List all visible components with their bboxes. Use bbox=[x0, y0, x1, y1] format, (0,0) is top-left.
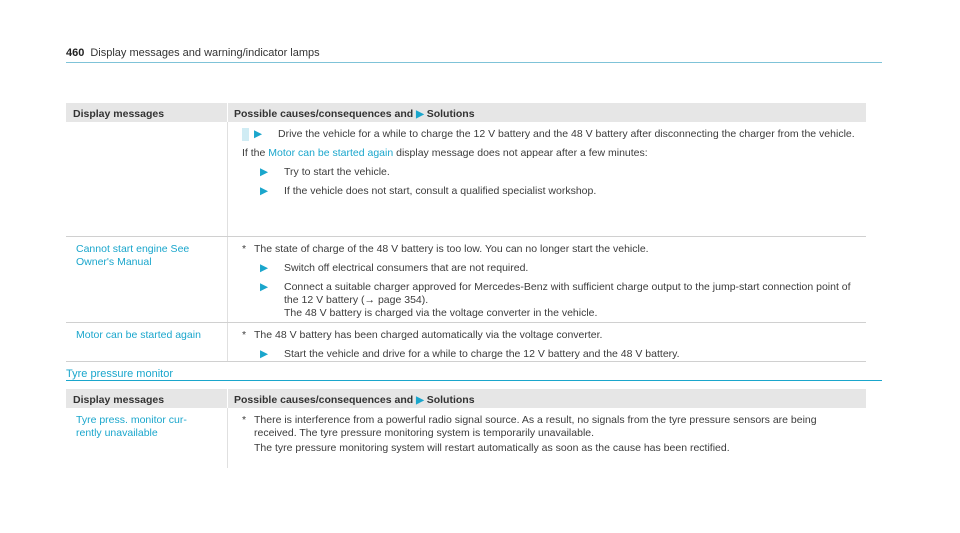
message-cell-empty bbox=[66, 122, 228, 236]
solution-step: ▶ Start the vehicle and drive for a while to charge the 12 V battery and the 48 V battery. bbox=[260, 348, 680, 360]
page-number: 460 bbox=[66, 47, 85, 59]
section-rule bbox=[66, 380, 882, 381]
table-header bbox=[66, 103, 866, 122]
solution-step: ▶ Drive the vehicle for a while to charge the 12 V battery and the 48 V battery after disconnecting the charger from the vehicle. bbox=[242, 128, 856, 141]
message-cannot-start: Cannot start engine See Owner's Manual bbox=[66, 237, 228, 322]
condition-text: If the Motor can be started again display message does not appear after a few minutes: bbox=[242, 147, 648, 159]
message-tyre-press-unavailable: Tyre press. monitor cur- rently unavailable bbox=[66, 408, 228, 468]
display-messages-table bbox=[66, 103, 866, 362]
col-display-messages: Display messages bbox=[66, 389, 228, 408]
page-header-title: Display messages and warning/indicator lamps bbox=[90, 47, 320, 59]
step-arrow-icon: ▶ bbox=[260, 348, 269, 360]
solution-step: ▶ Connect a suitable charger approved for Mercedes-Benz with sufficient charge output to the jump-start connection point of the 12 V battery (→ page 354). The 48 V battery is charged via the voltage converter in the vehicle. bbox=[260, 281, 851, 319]
solution-step: ▶ Try to start the vehicle. bbox=[260, 166, 390, 178]
step-arrow-icon: ▶ bbox=[260, 185, 269, 197]
table-row bbox=[66, 122, 866, 237]
step-arrow-icon: ▶ bbox=[260, 166, 269, 178]
table-header bbox=[66, 389, 866, 408]
step-arrow-icon: ▶ bbox=[260, 281, 269, 293]
col-causes-solutions: Possible causes/consequences and ▶ Solutions bbox=[234, 394, 475, 406]
message-motor-can-start: Motor can be started again bbox=[66, 323, 228, 361]
solution-step: ▶ If the vehicle does not start, consult a qualified specialist workshop. bbox=[260, 185, 597, 197]
tyre-pressure-table bbox=[66, 389, 866, 468]
continuation-bar bbox=[242, 128, 249, 141]
message-link: Motor can be started again bbox=[268, 147, 394, 159]
solutions-arrow-icon: ▶ bbox=[416, 109, 424, 120]
table-row bbox=[66, 408, 866, 468]
table-row bbox=[66, 323, 866, 362]
page-header bbox=[66, 47, 320, 59]
solutions-arrow-icon: ▶ bbox=[416, 395, 424, 406]
col-causes-solutions: Possible causes/consequences and ▶ Solutions bbox=[234, 108, 475, 120]
restart-text: The tyre pressure monitoring system will restart automatically as soon as the cause has been rectified. bbox=[254, 442, 730, 454]
col-display-messages: Display messages bbox=[66, 103, 228, 122]
cause-note: * There is interference from a powerful radio signal source. As a result, no signals from the tyre pressure sensors are being received. The tyre pressure monitoring system is temporarily unavailable. bbox=[242, 414, 817, 439]
cause-note: * The 48 V battery has been charged automatically via the voltage converter. bbox=[242, 329, 603, 341]
cause-note: * The state of charge of the 48 V battery is too low. You can no longer start the vehicle. bbox=[242, 243, 649, 255]
solution-step: ▶ Switch off electrical consumers that are not required. bbox=[260, 262, 529, 274]
step-arrow-icon: ▶ bbox=[260, 262, 269, 274]
table-row bbox=[66, 237, 866, 323]
header-rule bbox=[66, 62, 882, 63]
step-arrow-icon: ▶ bbox=[254, 128, 263, 140]
section-title: Tyre pressure monitor bbox=[66, 368, 173, 380]
